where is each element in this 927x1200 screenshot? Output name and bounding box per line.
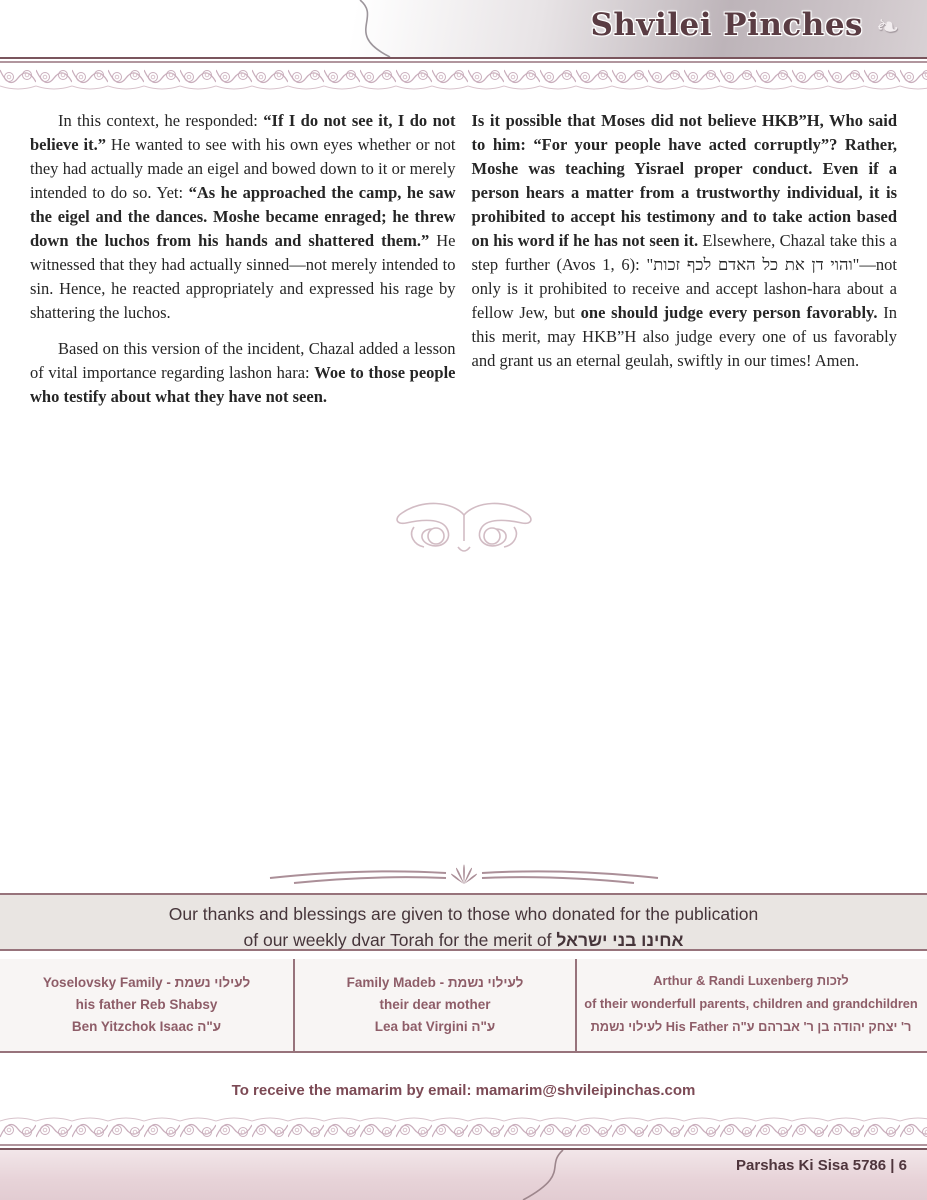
page-number-label: Parshas Ki Sisa 5786 | 6 <box>736 1157 907 1174</box>
wing-ornament-icon <box>384 499 544 557</box>
thanks-band <box>0 893 927 951</box>
page-footer <box>0 1150 927 1200</box>
thanks-line1: Our thanks and blessings are given to those who donated for the publication <box>168 904 759 924</box>
paragraph: Is it possible that Moses did not believe HKB”H, Who said to him: “For your people have acted corruptly”? Rather, Moshe was teaching Yisrael proper conduct. Even if a person hears a matter from a trustworthy individual, it is prohibited to accept his testimony and to take action based on his word if he has not seen it. Elsewhere, Chazal take this a step further (Avos 1, 6): "והוי דן את כל האדם לכף זכות"—not only is it prohibited to receive and accept lashon-hara about a fellow Jew, but one should judge every person favorably. In this merit, may HKB”H also judge every one of us favorably and grant us an eternal geulah, swiftly in our times! Amen. <box>471 111 898 370</box>
dedication-line: Ben Yitzchok Isaac ע"ה <box>71 1019 222 1034</box>
dedication-yoselovsky <box>0 959 295 1051</box>
dedication-line: his father Reb Shabsy <box>75 997 218 1012</box>
dedication-line: Family Madeb - לעילוי נשמת <box>346 975 524 990</box>
lace-border-top-icon <box>0 63 927 91</box>
footer-divider-wrap <box>0 856 927 888</box>
hebrew-quote: "והוי דן את כל האדם לכף זכות" <box>646 255 860 274</box>
dedication-luxenberg <box>577 959 925 1051</box>
dedication-line: Arthur & Randi Luxenberg לזכות <box>653 973 849 988</box>
lace-border-bottom-icon <box>0 1116 927 1144</box>
dedication-line: Yoselovsky Family - לעילוי נשמת <box>42 975 251 990</box>
footer-divider-icon <box>264 856 664 888</box>
thanks-line2: of our weekly dvar Torah for the merit of אחינו בני ישראל <box>243 930 684 950</box>
wing-ornament-wrap <box>0 499 927 557</box>
dedication-line: Lea bat Virgini ע"ה <box>374 1019 496 1034</box>
article-column-right <box>472 109 898 421</box>
dedication-line: לעילוי נשמת His Father ר' יצחק יהודה בן ר' אברהם ע"ה <box>590 1019 912 1034</box>
paragraph: Based on this version of the incident, Chazal added a lesson of vital importance regarding lashon hara: Woe to those people who testify about what they have not seen. <box>30 339 456 406</box>
footer-curve-ornament <box>505 1150 585 1200</box>
publication-title: Shvilei Pinches <box>590 7 863 43</box>
dedications <box>0 959 927 1053</box>
dedication-line: their dear mother <box>379 997 491 1012</box>
email-contact-line: To receive the mamarim by email: mamarim@shvileipinchas.com <box>231 1082 696 1099</box>
dedication-madeb <box>295 959 577 1051</box>
thanks-hebrew: אחינו בני ישראל <box>556 930 684 950</box>
masthead-curve-ornament <box>338 0 418 57</box>
dedication-line: of their wonderfull parents, children and grandchildren <box>584 996 918 1011</box>
article-column-left <box>30 109 456 421</box>
paragraph: In this context, he responded: “If I do not see it, I do not believe it.” He wanted to see with his own eyes whether or not they had actually made an eigel and bowed down to it or merely intended to do so. Yet: “As he approached the camp, he saw the eigel and the dances. Moshe became enraged; he threw down the luchos from his hands and shattered them.” He witnessed that they had actually sinned—not merely intended to sin. Hence, he reacted appropriately and expressed his rage by shattering the luchos. <box>30 111 456 322</box>
article <box>0 91 927 421</box>
title-flourish-icon: ❧ <box>872 10 902 45</box>
masthead <box>0 0 927 57</box>
